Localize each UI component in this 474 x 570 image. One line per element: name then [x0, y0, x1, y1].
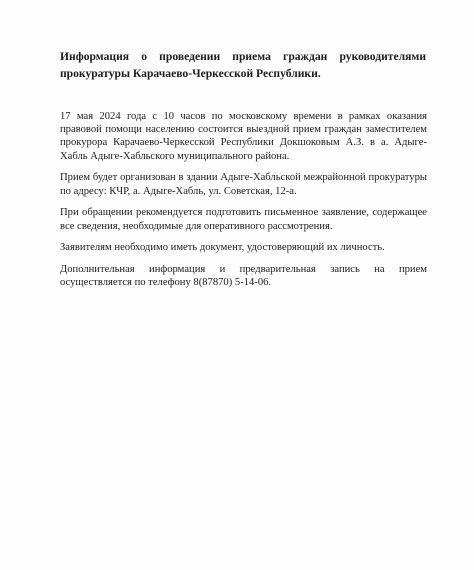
paragraph-contact-phone: Дополнительная информация и предварительная запись на прием осуществляется по телефону 8(87870) 5-14-06. — [60, 264, 427, 289]
paragraph-application-advice: При обращении рекомендуется подготовить письменное заявление, содержащее все сведения, необходимые для оперативного рассмотрения. — [60, 207, 427, 232]
paragraph-reception-address: Прием будет организован в здании Адыге-Хабльской межрайонной прокуратуры по адресу: КЧР, а. Адыге-Хабль, ул. Советская, 12-а. — [60, 172, 427, 197]
document-body — [60, 110, 427, 298]
paragraph-reception-date: 17 мая 2024 года с 10 часов по московскому времени в рамках оказания правовой помощи населению состоится выездной прием граждан заместителем прокурора Карачаево-Черкесской Республики Докшоковым А.З. в а. Адыге-Хабль Адыге-Хабльского муниципального района. — [60, 111, 427, 162]
document-title: Информация о проведении приема граждан руководителями прокуратуры Карачаево-Черкесской Республики. — [60, 50, 426, 80]
paragraph-identity-document: Заявителям необходимо иметь документ, удостоверяющий их личность. — [60, 242, 385, 254]
